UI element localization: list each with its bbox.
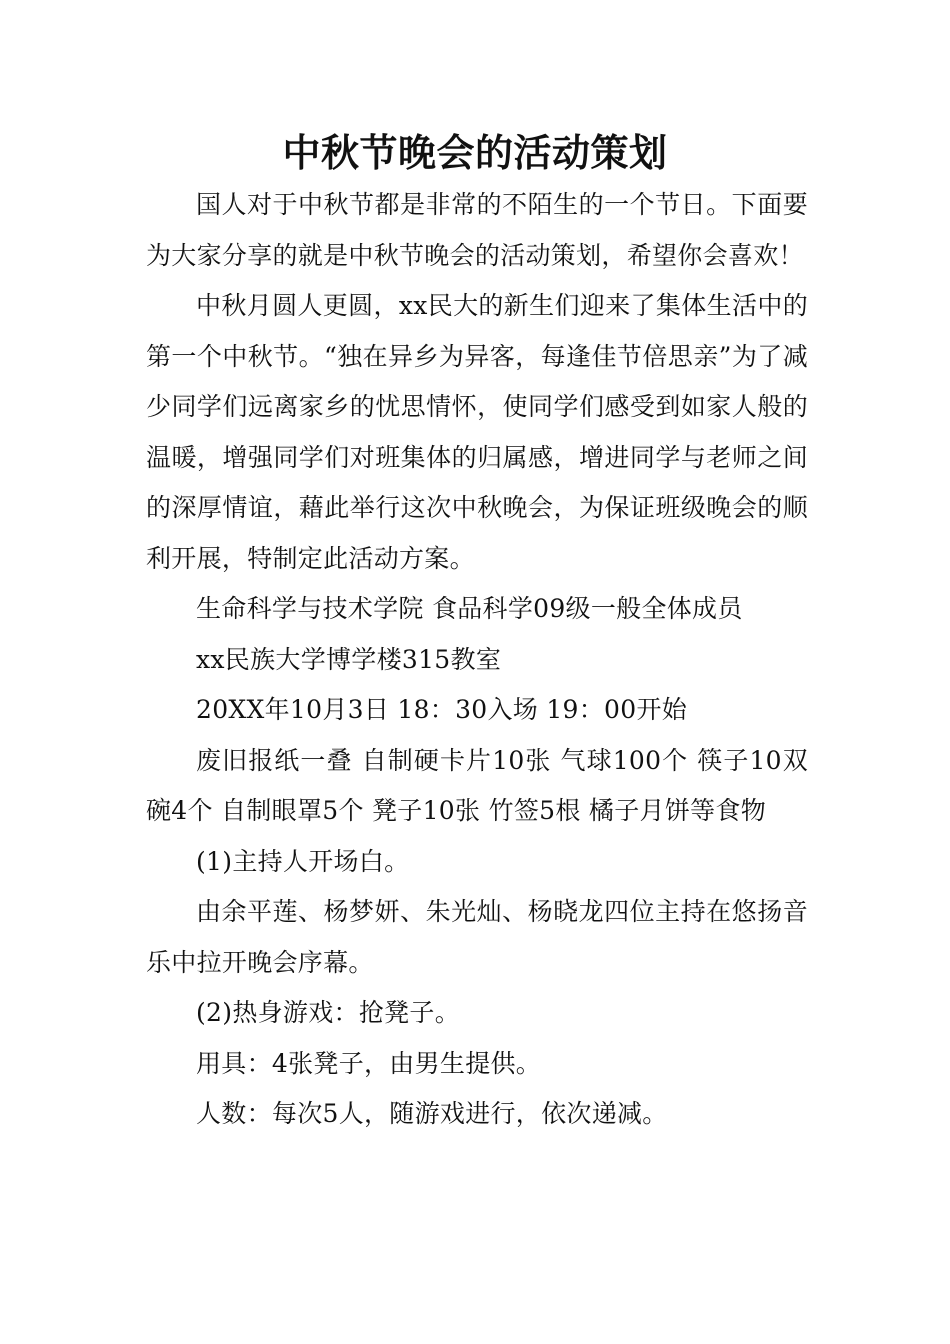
paragraph-participants: 生命科学与技术学院 食品科学09级一般全体成员	[196, 594, 743, 623]
paragraph-step-2: (2)热身游戏：抢凳子。	[196, 998, 461, 1027]
paragraph-step-1: (1)主持人开场白。	[196, 846, 410, 876]
paragraph-background: 中秋月圆人更圆，xx民大的新生们迎来了集体生活中的第一个中秋节。“独在异乡为异客，每逢佳节倍思亲”为了减少同学们远离家乡的忧思情怀，使同学们感受到如家人般的温暖，增强同学们对班集体的归属感，增进同学与老师之间的深厚情谊，藉此举行这次中秋晚会，为保证班级晚会的顺利开展，特制定此活动方案。	[146, 291, 808, 573]
paragraph-location: xx民族大学博学楼315教室	[196, 644, 502, 674]
document-body	[146, 180, 808, 1140]
paragraph-players: 人数：每次5人，随游戏进行，依次递减。	[196, 1099, 668, 1128]
paragraph-hosts: 由余平莲、杨梦妍、朱光灿、杨晓龙四位主持在悠扬音乐中拉开晚会序幕。	[146, 897, 808, 977]
paragraph-materials: 废旧报纸一叠 自制硬卡片10张 气球100个 筷子10双 碗4个 自制眼罩5个 凳子10张 竹签5根 橘子月饼等食物	[146, 745, 808, 825]
paragraph-equipment: 用具：4张凳子，由男生提供。	[196, 1048, 542, 1078]
document-title: 中秋节晚会的活动策划	[282, 130, 668, 175]
paragraph-time: 20XX年10月3日 18：30入场 19：00开始	[196, 695, 688, 724]
paragraph-intro: 国人对于中秋节都是非常的不陌生的一个节日。下面要为大家分享的就是中秋节晚会的活动策划，希望你会喜欢！	[146, 190, 808, 270]
